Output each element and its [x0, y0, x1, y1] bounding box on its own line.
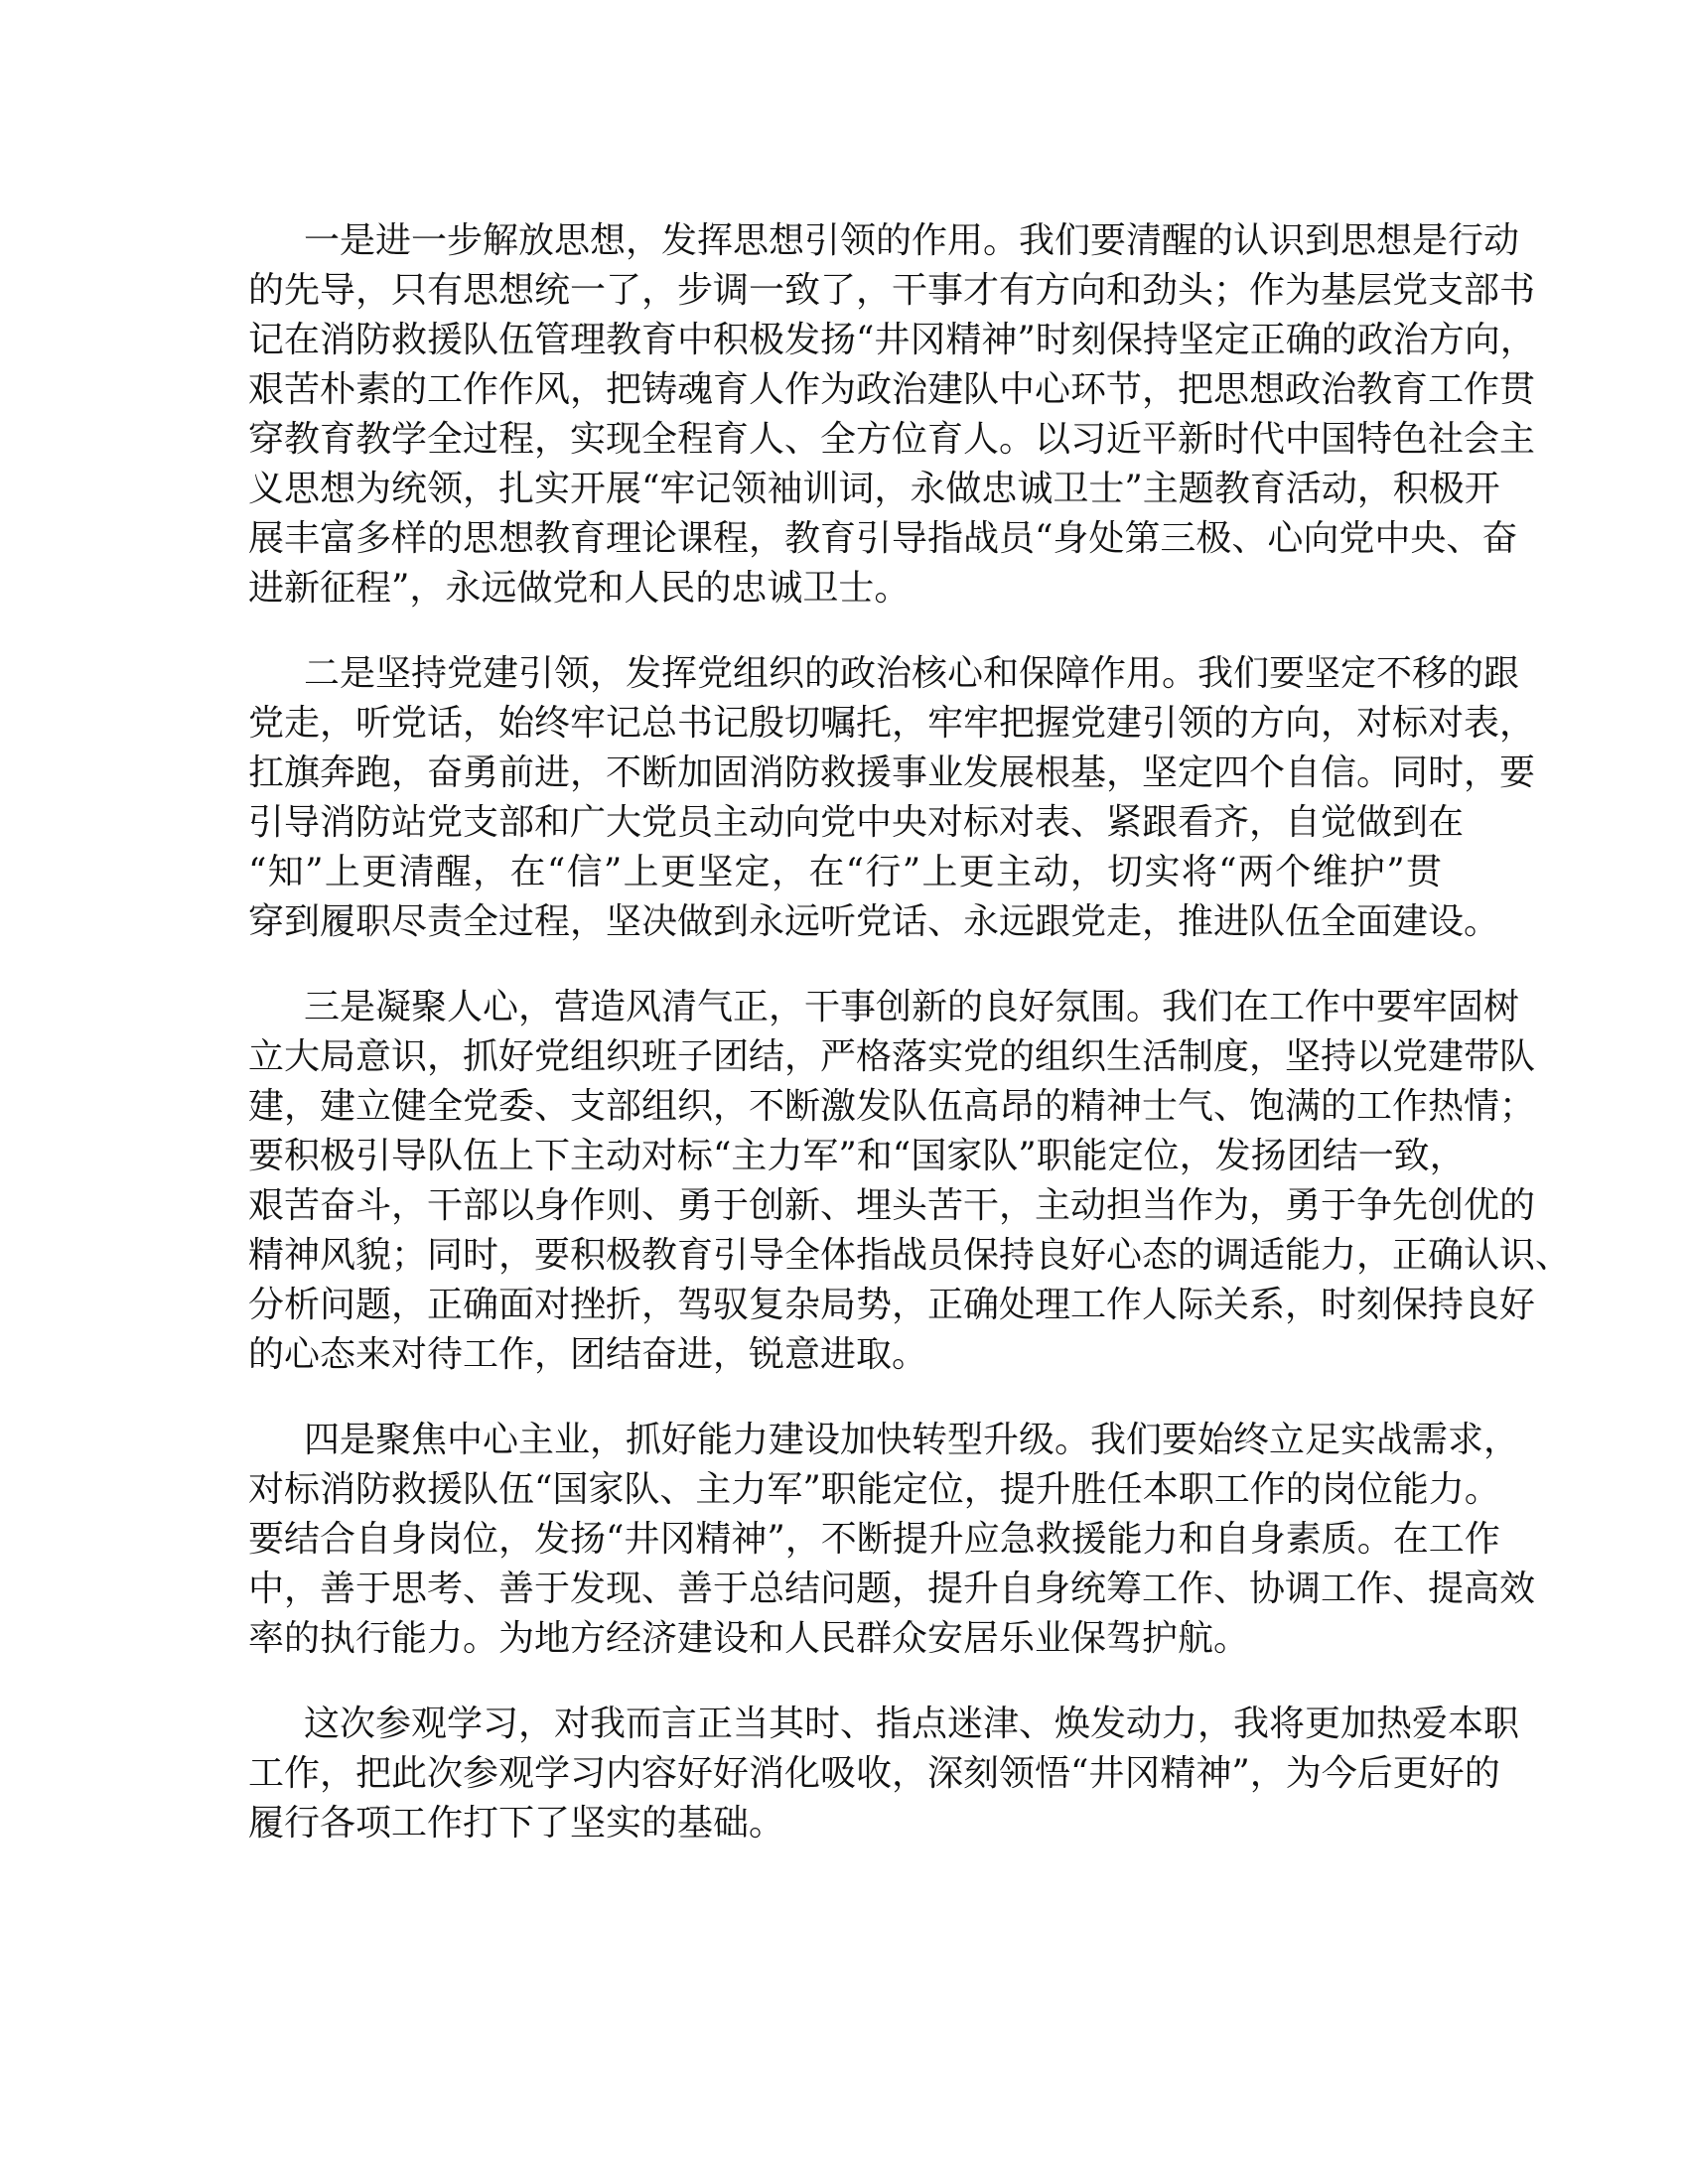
text-line: 率的执行能力。为地方经济建设和人民群众安居乐业保驾护航。 — [248, 1618, 1250, 1659]
text-line: 记在消防救援队伍管理教育中积极发扬“井冈精神”时刻保持坚定正确的政治方向， — [248, 320, 1536, 360]
paragraph — [248, 1700, 1520, 1848]
document-body — [248, 216, 1572, 1884]
text-line: 四是聚焦中心主业，抓好能力建设加快转型升级。我们要始终立足实战需求， — [304, 1420, 1520, 1460]
text-line: 扛旗奔跑，奋勇前进，不断加固消防救援事业发展根基，坚定四个自信。同时，要 — [248, 752, 1536, 793]
text-line: 三是凝聚人心，营造风清气正，干事创新的良好氛围。我们在工作中要牢固树 — [304, 987, 1520, 1027]
text-line: 穿教育教学全过程，实现全程育人、全方位育人。以习近平新时代中国特色社会主 — [248, 419, 1536, 460]
text-line: 的心态来对待工作，团结奋进，锐意进取。 — [248, 1334, 928, 1375]
text-line: 二是坚持党建引领，发挥党组织的政治核心和保障作用。我们要坚定不移的跟 — [304, 653, 1520, 694]
paragraph — [248, 983, 1572, 1380]
paragraph — [248, 216, 1536, 614]
text-line: 这次参观学习，对我而言正当其时、指点迷津、焕发动力，我将更加热爱本职 — [304, 1704, 1520, 1744]
paragraph — [248, 1416, 1536, 1664]
text-line: 立大局意识，抓好党组织班子团结，严格落实党的组织生活制度，坚持以党建带队 — [248, 1036, 1536, 1077]
text-line: “知”上更清醒，在“信”上更坚定，在“行”上更主动，切实将“两个维护”贯 — [248, 852, 1442, 892]
text-line: 展丰富多样的思想教育理论课程，教育引导指战员“身处第三极、心向党中央、奋 — [248, 518, 1518, 559]
text-line: 要结合自身岗位，发扬“井冈精神”，不断提升应急救援能力和自身素质。在工作 — [248, 1519, 1500, 1560]
text-line: 要积极引导队伍上下主动对标“主力军”和“国家队”职能定位，发扬团结一致， — [248, 1136, 1466, 1176]
text-line: 艰苦朴素的工作作风，把铸魂育人作为政治建队中心环节，把思想政治教育工作贯 — [248, 369, 1536, 410]
text-line: 艰苦奋斗，干部以身作则、勇于创新、埋头苦干，主动担当作为，勇于争先创优的 — [248, 1185, 1536, 1226]
text-line: 分析问题，正确面对挫折，驾驭复杂局势，正确处理工作人际关系，时刻保持良好 — [248, 1285, 1536, 1325]
text-line: 穿到履职尽责全过程，坚决做到永远听党话、永远跟党走，推进队伍全面建设。 — [248, 901, 1500, 942]
text-line: 对标消防救援队伍“国家队、主力军”职能定位，提升胜任本职工作的岗位能力。 — [248, 1469, 1500, 1510]
text-line: 建，建立健全党委、支部组织，不断激发队伍高昂的精神士气、饱满的工作热情； — [248, 1086, 1536, 1127]
text-line: 的先导，只有思想统一了，步调一致了，干事才有方向和劲头；作为基层党支部书 — [248, 270, 1536, 311]
paragraph — [248, 649, 1536, 947]
text-line: 进新征程”，永远做党和人民的忠诚卫士。 — [248, 568, 911, 609]
text-line: 义思想为统领，扎实开展“牢记领袖训词，永做忠诚卫士”主题教育活动，积极开 — [248, 469, 1500, 509]
text-line: 工作，把此次参观学习内容好好消化吸收，深刻领悟“井冈精神”，为今后更好的 — [248, 1753, 1500, 1794]
text-line: 精神风貌；同时，要积极教育引导全体指战员保持良好心态的调适能力，正确认识、 — [248, 1235, 1572, 1276]
text-line: 党走，听党话，始终牢记总书记殷切嘱托，牢牢把握党建引领的方向，对标对表， — [248, 703, 1536, 744]
text-line: 履行各项工作打下了坚实的基础。 — [248, 1803, 785, 1843]
text-line: 中，善于思考、善于发现、善于总结问题，提升自身统筹工作、协调工作、提高效 — [248, 1569, 1536, 1609]
text-line: 引导消防站党支部和广大党员主动向党中央对标对表、紧跟看齐，自觉做到在 — [248, 802, 1465, 843]
text-line: 一是进一步解放思想，发挥思想引领的作用。我们要清醒的认识到思想是行动 — [304, 220, 1520, 261]
